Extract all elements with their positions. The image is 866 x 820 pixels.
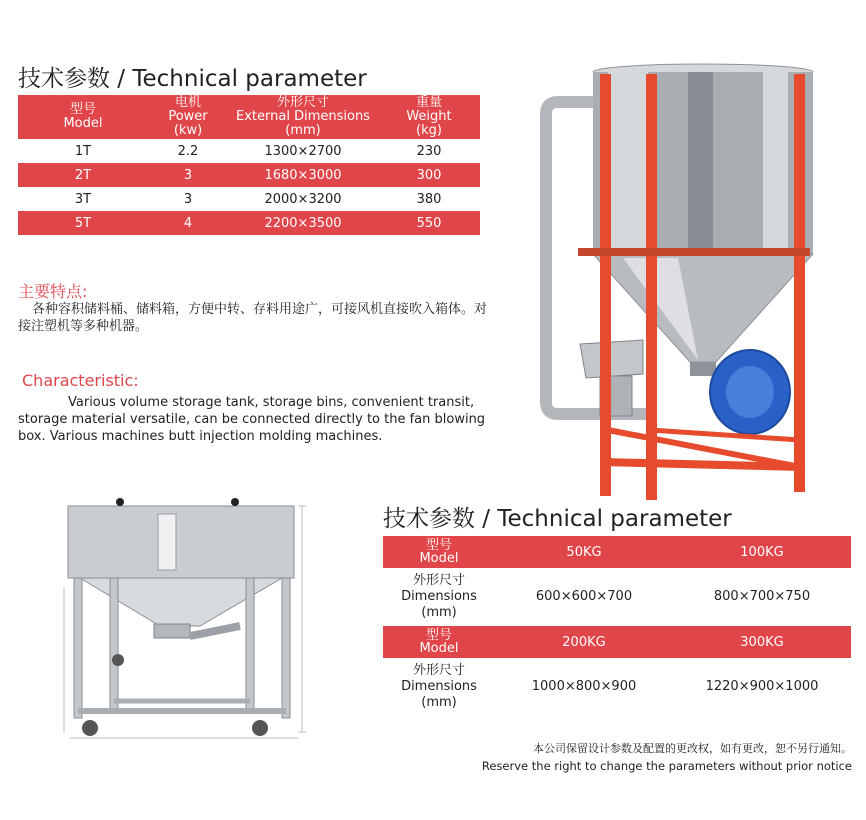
table-row: 3T 3 2000×3200 380 xyxy=(18,187,480,211)
dimensions-row: 外形尺寸 Dimensions (mm) 1000×800×900 1220×900×1000 xyxy=(383,658,851,716)
header-power: 电机 Power (kw) xyxy=(148,95,228,139)
header-model: 型号 Model xyxy=(18,95,148,139)
model-row: 型号 Model 50KG 100KG xyxy=(383,536,851,568)
bin-frame-leg xyxy=(282,578,290,718)
model-label: 型号 Model xyxy=(383,536,495,568)
vertical-storage-tank-illustration xyxy=(538,62,816,500)
header-weight: 重量 Weight (kg) xyxy=(378,95,480,139)
header-dimensions: 外形尺寸 External Dimensions (mm) xyxy=(228,95,378,139)
features-text: 各种容积储料桶、储料箱，方便中转、存料用途广，可接风机直接吹入箱体。对接注塑机等多种机器。 xyxy=(18,302,488,334)
bin-frame-leg xyxy=(110,578,118,710)
frame-ring xyxy=(578,248,810,256)
caster-wheel xyxy=(82,720,98,736)
bin-body xyxy=(68,506,294,578)
table-row: 1T 2.2 1300×2700 230 xyxy=(18,139,480,163)
characteristic-heading: Characteristic: xyxy=(22,371,139,390)
outlet-pipe xyxy=(190,626,240,636)
technical-parameter-table-large xyxy=(18,95,480,235)
frame-leg xyxy=(794,74,805,492)
tank-outlet xyxy=(690,362,716,376)
dimensions-row: 外形尺寸 Dimensions (mm) 600×600×700 800×700×750 xyxy=(383,568,851,626)
notice-en: Reserve the right to change the parameters without prior notice xyxy=(481,759,852,773)
model-row: 型号 Model 200KG 300KG xyxy=(383,626,851,658)
model-label: 型号 Model xyxy=(383,626,495,658)
dimensions-label: 外形尺寸 Dimensions (mm) xyxy=(383,658,495,716)
technical-parameter-table-small xyxy=(383,536,851,716)
table-row: 2T 3 1680×3000 300 xyxy=(18,163,480,187)
table-row: 5T 4 2200×3500 550 xyxy=(18,211,480,235)
caster-wheel xyxy=(112,654,124,666)
feed-hopper xyxy=(580,340,643,378)
dimensions-label: 外形尺寸 Dimensions (mm) xyxy=(383,568,495,626)
bin-frame-leg xyxy=(246,578,254,710)
caster-wheel xyxy=(252,720,268,736)
notice-zh: 本公司保留设计参数及配置的更改权，如有更改，恕不另行通知。 xyxy=(533,742,852,755)
characteristic-text: Various volume storage tank, storage bins, convenient transit, storage material versatile, can be connected directly to the fan blowing box. Various machines butt injection molding machines. xyxy=(18,395,486,444)
storage-bin-illustration xyxy=(50,496,322,746)
features-heading: 主要特点: xyxy=(18,282,88,301)
section1-title: 技术参数 / Technical parameter xyxy=(18,66,367,92)
level-window xyxy=(158,514,176,570)
bin-frame-leg xyxy=(74,578,82,718)
table-header-row xyxy=(18,95,480,139)
section2-title: 技术参数 / Technical parameter xyxy=(383,506,732,532)
